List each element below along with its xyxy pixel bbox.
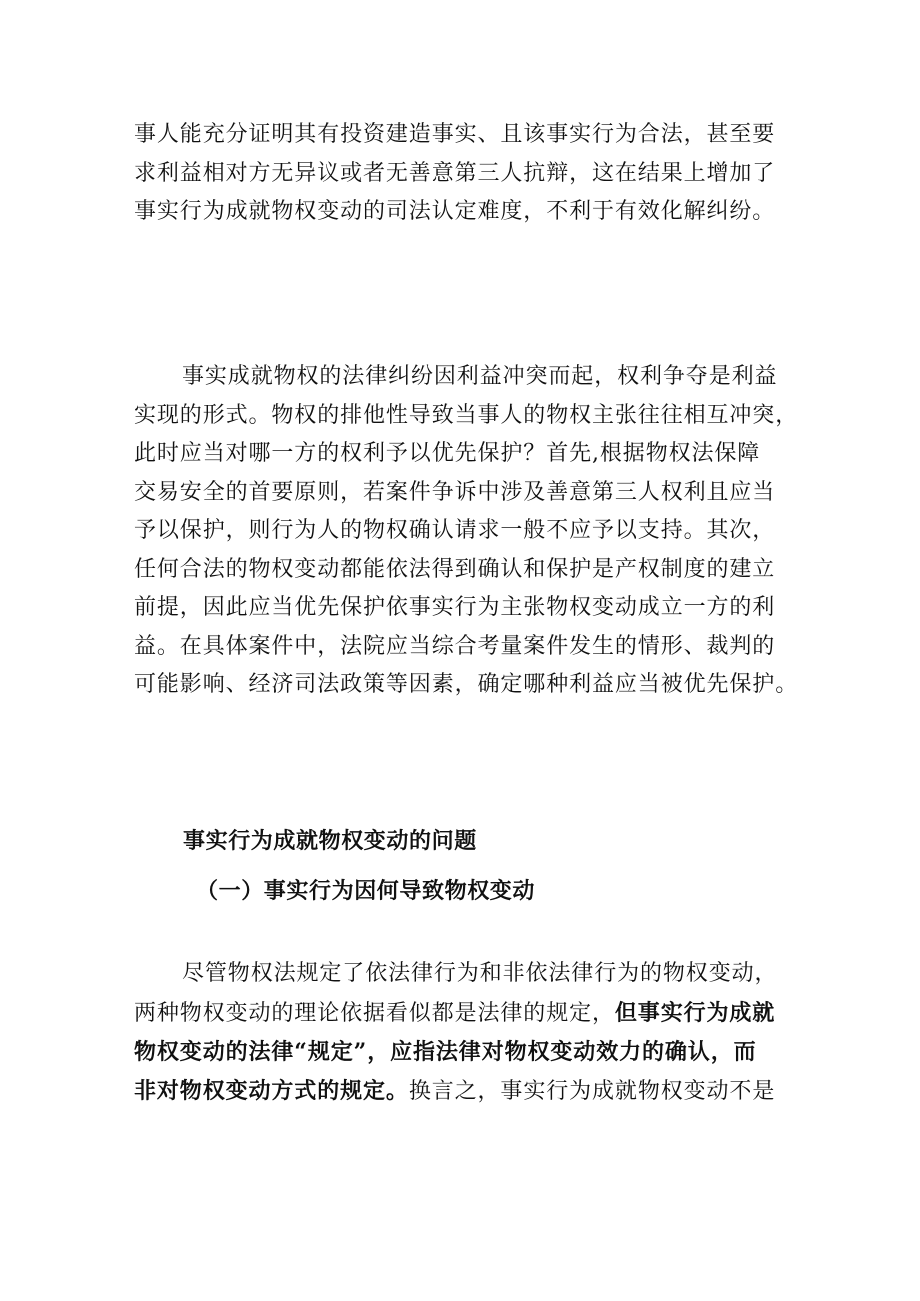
paragraph-line: 交易安全的首要原则，若案件争诉中涉及善意第三人权利且应当 [134, 479, 776, 505]
section-heading: 事实行为成就物权变动的问题 [183, 828, 477, 854]
paragraph-line: 事实成就物权的法律纠纷因利益冲突而起，权利争夺是利益 [182, 364, 778, 389]
normal-text: 两种物权变动的理论依据看似都是法律的规定， [134, 1000, 615, 1026]
paragraph-line: 求利益相对方无异议或者无善意第三人抗辩，这在结果上增加了 [134, 160, 776, 186]
paragraph-line [134, 1072, 794, 1112]
paragraph-1 [134, 116, 794, 232]
paragraph-line: 任何合法的物权变动都能依法得到确认和保护是产权制度的建立 [134, 556, 776, 582]
paragraph-line: 前提，因此应当优先保护依事实行为主张物权变动成立一方的利 [134, 595, 776, 620]
subsection-heading: （一）事实行为因何导致物权变动 [196, 878, 536, 904]
paragraph-line: 此时应当对哪一方的权利予以优先保护？首先,根据物权法保障 [134, 441, 761, 466]
paragraph-line: 予以保护，则行为人的物权确认请求一般不应予以支持。其次， [134, 518, 776, 543]
paragraph-line: 可能影响、经济司法政策等因素，确定哪种利益应当被优先保护。 [134, 672, 799, 697]
paragraph-line: 实现的形式。物权的排他性导致当事人的物权主张往往相互冲突， [134, 402, 799, 428]
emphasis-line: 物权变动的法律“规定”，应指法律对物权变动效力的确认，而 [134, 1039, 757, 1065]
emphasis-text: 非对物权变动方式的规定。 [134, 1077, 409, 1104]
paragraph-line: 益。在具体案件中，法院应当综合考量案件发生的情形、裁判的 [134, 633, 776, 659]
paragraph-line: 事实行为成就物权变动的司法认定难度，不利于有效化解纠纷。 [134, 199, 776, 224]
normal-text: 换言之，事实行为成就物权变动不是 [408, 1078, 776, 1104]
paragraph-2 [134, 358, 799, 705]
paragraph-line: 事人能充分证明其有投资建造事实、且该事实行为合法，甚至要 [134, 122, 776, 147]
paragraph-3 [134, 955, 794, 1111]
paragraph-line [134, 994, 794, 1034]
paragraph-line: 尽管物权法规定了依法律行为和非依法律行为的物权变动， [182, 961, 778, 986]
emphasis-text: 但事实行为成就 [614, 999, 776, 1026]
